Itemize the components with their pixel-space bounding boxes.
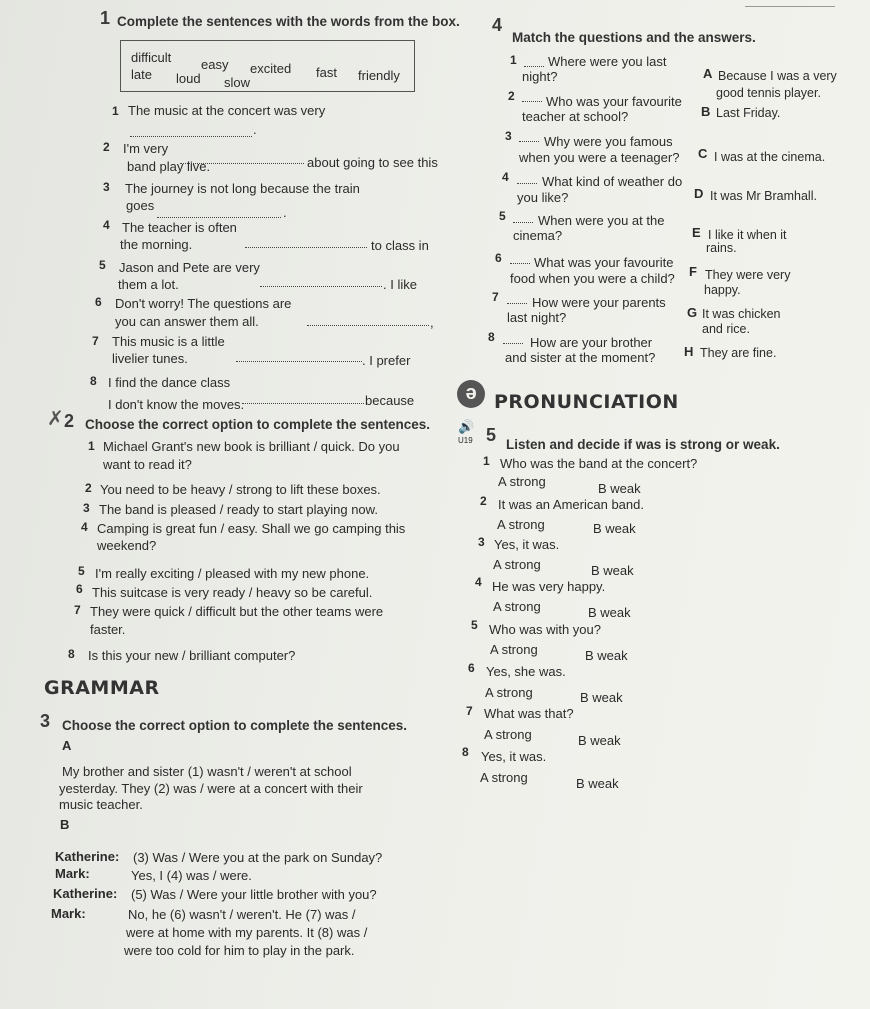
ex4-answer-text: rains. (706, 241, 737, 255)
ex4-question-text: night? (522, 69, 558, 84)
ex4-number: 4 (492, 15, 503, 35)
ex4-answer-letter: H (684, 344, 694, 359)
ex4-question-number: 8 (488, 330, 495, 344)
ex4-answer-letter: D (694, 186, 704, 201)
ex4-answer-text: They were very (705, 268, 791, 282)
strong-option[interactable]: A strong (493, 599, 541, 614)
ex1-item-text: them a lot. (118, 277, 179, 292)
ex4-answer-text: I like it when it (708, 228, 787, 242)
ex1-item-number: 7 (92, 334, 99, 348)
ex1-item-text: , (430, 315, 434, 330)
ex2-item-text: This suitcase is very ready / heavy so be careful. (92, 585, 373, 600)
ex1-item-text: . (253, 122, 257, 137)
answer-blank[interactable] (245, 233, 367, 248)
ex1-item-text: . I prefer (362, 353, 411, 368)
ex2-number: 2 (64, 411, 75, 431)
ex4-question-text: Why were you famous (544, 134, 673, 149)
ex1-item-text: Don't worry! The questions are (115, 296, 292, 311)
ex2-item-text: weekend? (97, 538, 157, 553)
ex4-answer-letter: E (692, 225, 701, 240)
match-blank[interactable] (517, 175, 537, 184)
ex2-item-text: I'm really exciting / pleased with my new phone. (95, 566, 370, 581)
word-box (120, 40, 415, 92)
ex2-item-number: 1 (88, 439, 95, 453)
strong-option[interactable]: A strong (490, 642, 538, 657)
ex4-question-text: last night? (507, 310, 567, 325)
ex4-question-number: 1 (510, 53, 517, 67)
strong-option[interactable]: A strong (480, 770, 528, 785)
answer-blank[interactable] (157, 203, 281, 218)
ex4-answer-text: Last Friday. (716, 106, 781, 120)
top-rule (745, 6, 835, 7)
ex4-answer-letter: F (689, 264, 697, 279)
ex5-item-text: Who was the band at the concert? (500, 456, 698, 471)
ex1-item-text: I find the dance class (108, 375, 231, 390)
ex4-question-text: What was your favourite (534, 255, 674, 270)
ex1-item-text: The teacher is often (122, 220, 237, 235)
weak-option[interactable]: B weak (585, 648, 628, 663)
ex1-item-text: The music at the concert was very (128, 103, 326, 118)
ex3-part-label: A (62, 738, 72, 753)
pronunciation-heading: PRONUNCIATION (494, 391, 679, 413)
ex5-title: Listen and decide if was is strong or weak. (506, 437, 780, 452)
ex3-title: Choose the correct option to complete the sentences. (62, 718, 408, 733)
ex2-item-text: faster. (90, 622, 126, 637)
ex4-answer-letter: G (687, 305, 698, 320)
word-box-word: easy (201, 57, 229, 72)
match-blank[interactable] (510, 255, 530, 264)
ex3-text: My brother and sister (1) wasn't / weren't at school (62, 764, 352, 779)
ex4-question-number: 2 (508, 89, 515, 103)
ex4-answer-text: good tennis player. (716, 86, 821, 100)
ex4-answer-text: Because I was a very (718, 69, 837, 83)
dialogue-line: (5) Was / Were your little brother with you? (131, 887, 377, 902)
word-box-word: slow (224, 75, 251, 90)
ex4-answer-letter: B (701, 104, 711, 119)
tick-mark-icon: ✗ (47, 408, 64, 430)
ex4-question-text: and sister at the moment? (505, 350, 656, 365)
ex5-item-text: Yes, it was. (494, 537, 560, 552)
ex5-item-text: What was that? (484, 706, 574, 721)
ex1-item-text: the morning. (120, 237, 193, 252)
grammar-heading: GRAMMAR (44, 677, 160, 699)
ex4-question-text: How are your brother (530, 335, 653, 350)
ex4-question-text: food when you were a child? (510, 271, 675, 286)
strong-option[interactable]: A strong (498, 474, 546, 489)
ex1-item-text: This music is a little (112, 334, 225, 349)
dialogue-line: were at home with my parents. It (8) was / (126, 925, 368, 940)
ex1-item-text: to class in (371, 238, 429, 253)
ex4-question-number: 4 (502, 170, 509, 184)
ex4-question-text: When were you at the (538, 213, 665, 228)
ex5-item-text: It was an American band. (498, 497, 644, 512)
match-blank[interactable] (519, 133, 539, 142)
ex5-item-number: 1 (483, 454, 490, 468)
ex5-item-text: Yes, it was. (481, 749, 547, 764)
ex1-item-number: 4 (103, 218, 110, 232)
ex1-item-text: . (283, 205, 287, 220)
weak-option[interactable]: B weak (593, 521, 636, 536)
ex4-answer-text: I was at the cinema. (714, 150, 826, 164)
ex2-item-text: The band is pleased / ready to start playing now. (99, 502, 378, 517)
ex1-item-text: band play live. (127, 159, 211, 174)
ex4-question-text: How were your parents (532, 295, 666, 310)
ex1-item-text: because (365, 393, 415, 408)
answer-blank[interactable] (260, 272, 382, 287)
ex5-item-number: 5 (471, 618, 478, 632)
word-box-word: difficult (131, 50, 172, 65)
ex5-item-text: Yes, she was. (486, 664, 566, 679)
strong-option[interactable]: A strong (493, 557, 541, 572)
schwa-icon: ə (457, 380, 485, 408)
dialogue-line: Yes, I (4) was / were. (131, 868, 252, 883)
ex1-item-text: Jason and Pete are very (119, 260, 260, 275)
answer-blank[interactable] (307, 311, 429, 326)
dialogue-line: (3) Was / Were you at the park on Sunday? (133, 850, 383, 865)
ex4-answer-text: They are fine. (700, 346, 777, 360)
ex4-title: Match the questions and the answers. (512, 30, 756, 45)
match-blank[interactable] (503, 335, 523, 344)
ex2-item-number: 4 (81, 520, 88, 534)
ex2-item-text: Michael Grant's new book is brilliant / quick. Do you (103, 439, 400, 454)
ex2-item-number: 6 (76, 582, 83, 596)
ex4-answer-text: It was Mr Bramhall. (710, 189, 817, 203)
strong-option[interactable]: A strong (497, 517, 545, 532)
weak-option[interactable]: B weak (580, 690, 623, 705)
weak-option[interactable]: B weak (578, 733, 621, 748)
ex4-question-number: 6 (495, 251, 502, 265)
ex2-item-number: 7 (74, 603, 81, 617)
ex1-item-number: 8 (90, 374, 97, 388)
ex4-question-number: 3 (505, 129, 512, 143)
ex4-answer-text: and rice. (702, 322, 750, 336)
weak-option[interactable]: B weak (576, 776, 619, 791)
ex2-item-text: You need to be heavy / strong to lift these boxes. (100, 482, 381, 497)
ex4-question-number: 5 (499, 209, 506, 223)
audio-track-label: U19 (458, 436, 473, 445)
ex3-text: yesterday. They (2) was / were at a concert with their (59, 781, 363, 796)
word-box-word: excited (250, 61, 292, 76)
ex1-item-text: I don't know the moves. (108, 397, 245, 412)
ex3-number: 3 (40, 711, 51, 731)
ex2-item-text: They were quick / difficult but the other teams were (90, 604, 384, 619)
dialogue-speaker: Mark: (55, 866, 90, 881)
ex1-item-text: The journey is not long because the train (125, 181, 360, 196)
match-blank[interactable] (522, 93, 542, 102)
weak-option[interactable]: B weak (591, 563, 634, 578)
dialogue-speaker: Katherine: (55, 849, 120, 864)
speaker-icon: 🔊 (458, 419, 475, 434)
ex4-answer-text: It was chicken (702, 307, 781, 321)
answer-blank[interactable] (242, 389, 364, 404)
ex4-question-text: Where were you last (548, 54, 667, 69)
strong-option[interactable]: A strong (484, 727, 532, 742)
ex2-item-number: 3 (83, 501, 90, 515)
ex2-item-number: 2 (85, 481, 92, 495)
ex4-question-text: when you were a teenager? (519, 150, 680, 165)
word-box-word: loud (176, 71, 201, 86)
ex5-item-number: 2 (480, 494, 487, 508)
ex1-number: 1 (100, 8, 111, 28)
ex1-item-number: 6 (95, 295, 102, 309)
ex2-item-number: 5 (78, 564, 85, 578)
ex1-item-text: you can answer them all. (115, 314, 259, 329)
ex1-item-number: 5 (99, 258, 106, 272)
ex1-item-text: . I like (383, 277, 417, 292)
dialogue-speaker: Katherine: (53, 886, 118, 901)
ex4-question-text: cinema? (513, 228, 563, 243)
dialogue-speaker: Mark: (51, 906, 86, 921)
ex3-text: music teacher. (59, 797, 143, 812)
ex2-item-text: Camping is great fun / easy. Shall we go camping this (97, 521, 406, 536)
ex5-item-number: 6 (468, 661, 475, 675)
ex4-answer-letter: C (698, 146, 708, 161)
ex1-item-number: 3 (103, 180, 110, 194)
ex5-number: 5 (486, 425, 497, 445)
ex4-question-text: teacher at school? (522, 109, 629, 124)
ex2-item-text: want to read it? (103, 457, 192, 472)
audio-track[interactable] (458, 421, 474, 447)
weak-option[interactable]: B weak (588, 605, 631, 620)
dialogue-line: were too cold for him to play in the park. (124, 943, 355, 958)
match-blank[interactable] (524, 58, 544, 67)
match-blank[interactable] (507, 295, 527, 304)
answer-blank[interactable] (130, 122, 252, 137)
ex5-item-number: 3 (478, 535, 485, 549)
ex4-answer-letter: A (703, 66, 713, 81)
ex2-item-number: 8 (68, 647, 75, 661)
strong-option[interactable]: A strong (485, 685, 533, 700)
ex4-question-text: What kind of weather do (542, 174, 683, 189)
ex4-question-number: 7 (492, 290, 499, 304)
ex5-item-text: Who was with you? (489, 622, 601, 637)
ex4-question-text: Who was your favourite (546, 94, 682, 109)
ex5-item-text: He was very happy. (492, 579, 606, 594)
ex5-item-number: 8 (462, 745, 469, 759)
ex1-item-text: livelier tunes. (112, 351, 188, 366)
match-blank[interactable] (513, 214, 533, 223)
ex3-part-label: B (60, 817, 70, 832)
ex4-answer-text: happy. (704, 283, 741, 297)
answer-blank[interactable] (236, 347, 362, 362)
ex4-question-text: you like? (517, 190, 569, 205)
dialogue-line: No, he (6) wasn't / weren't. He (7) was / (128, 907, 356, 922)
ex1-title: Complete the sentences with the words from the box. (117, 14, 460, 29)
ex2-title: Choose the correct option to complete the sentences. (85, 417, 431, 432)
ex1-item-number: 1 (112, 104, 119, 118)
ex1-item-text: about going to see this (307, 155, 438, 170)
word-box-word: friendly (358, 68, 400, 83)
word-box-word: late (131, 67, 152, 82)
ex1-item-number: 2 (103, 140, 110, 154)
weak-option[interactable]: B weak (598, 481, 641, 496)
ex5-item-number: 7 (466, 704, 473, 718)
ex5-item-number: 4 (475, 575, 482, 589)
ex1-item-text: goes (126, 198, 155, 213)
ex1-item-text: I'm very (123, 141, 169, 156)
word-box-word: fast (316, 65, 337, 80)
ex2-item-text: Is this your new / brilliant computer? (88, 648, 296, 663)
